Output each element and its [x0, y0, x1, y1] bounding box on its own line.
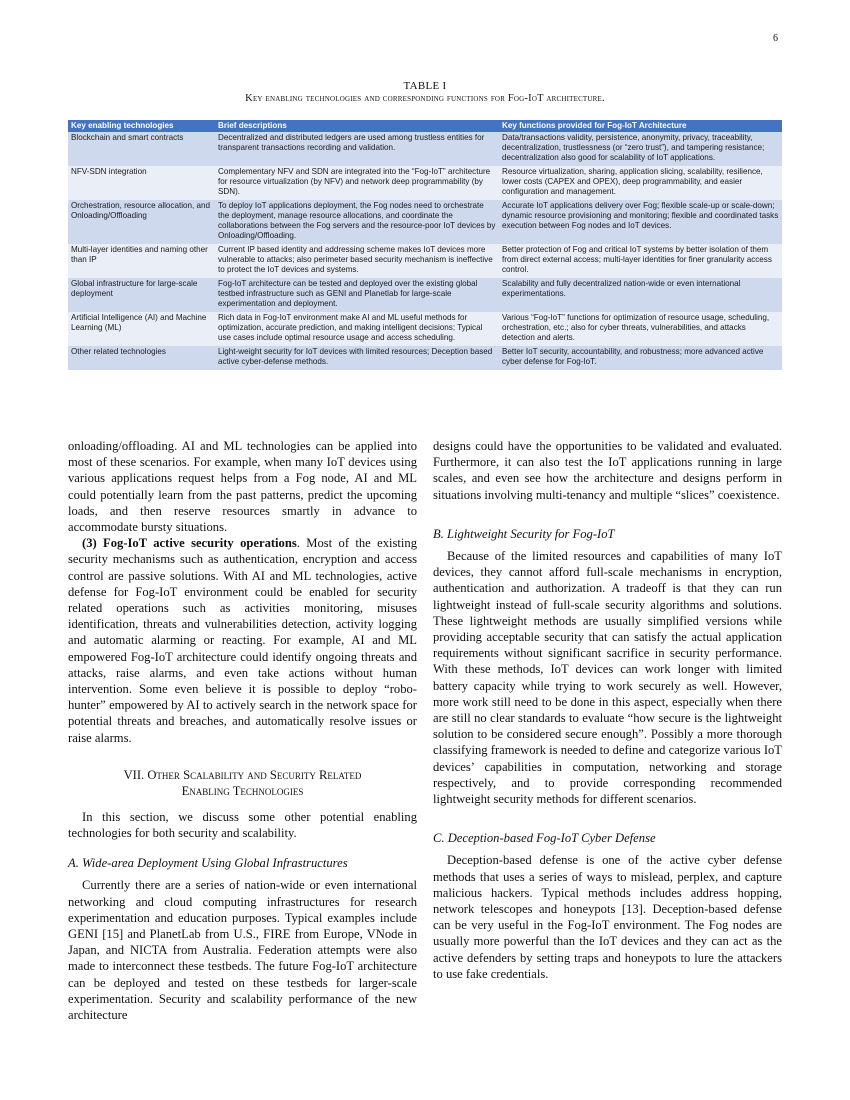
- table-cell-functions: Scalability and fully decentralized nation-wide or even international experimentations.: [499, 278, 782, 312]
- table-cell-functions: Better IoT security, accountability, and robustness; more advanced active cyber defense for Fog-IoT.: [499, 346, 782, 370]
- paragraph: designs could have the opportunities to be validated and evaluated. Furthermore, it can also test the IoT applications running in large scales, and even see how the architecture and designs perform in situations involving multi-tenancy and multiple “slices” coexistence.: [433, 439, 782, 502]
- paragraph: Currently there are a series of nation-wide or even international networking and cloud computing infrastructures for research experimentation and education purposes. Typical examples include GENI [15] and PlanetLab from U.S., FIRE from Europe, VNode in Japan, and NICTA from Australia. Federation attempts were also made to interconnect these testbeds. The future Fog-IoT architecture can be deployed and tested on these testbeds for larger-scale experimentation. Security and scalability performance of the new architecture: [68, 878, 417, 1023]
- page-number: 6: [773, 33, 778, 44]
- table-cell-technology: Other related technologies: [68, 346, 215, 370]
- table-cell-functions: Various “Fog-IoT” functions for optimization of resource usage, scheduling, orchestration, etc.; also for cyber threats, vulnerabilities, and attacks detection and alerts.: [499, 312, 782, 346]
- right-column: [433, 438, 782, 982]
- table-row: [68, 200, 782, 244]
- table-row: [68, 166, 782, 200]
- header-key-functions: Key functions provided for Fog-IoT Architecture: [499, 120, 782, 132]
- table-title: Key enabling technologies and corresponding functions for Fog-IoT architecture.: [245, 93, 605, 104]
- table-cell-description: Rich data in Fog-IoT environment make AI and ML useful methods for optimization, accurate prediction, and making intelligent decisions; Typical use cases include optimal resource usage and access scheduling.: [215, 312, 499, 346]
- section-heading-vii: [68, 767, 417, 799]
- paragraph-lead-bold: (3) Fog-IoT active security operations: [82, 536, 297, 551]
- table-row: [68, 278, 782, 312]
- table-cell-description: Decentralized and distributed ledgers are used among trustless entities for transparent transactions recording and validation.: [215, 132, 499, 166]
- table-cell-description: Fog-IoT architecture can be tested and deployed over the existing global testbed infrastructure such as GENI and Planetlab for large-scale experimentation and deployment.: [215, 278, 499, 312]
- table-cell-functions: Resource virtualization, sharing, application slicing, scalability, resilience, lower costs (CAPEX and OPEX), deep programmability, and easier configuration and management.: [499, 166, 782, 200]
- table-cell-technology: Multi-layer identities and naming other than IP: [68, 244, 215, 278]
- paragraph: Because of the limited resources and capabilities of many IoT devices, they cannot afford full-scale mechanisms in encryption, authentication and authorization. A tradeoff is that they can run lightweight instead of full-scale security algorithms and solutions. These lightweight methods are usually simplified versions while providing acceptable security that can satisfy the actual application requirements without significant sacrifice in security performance. With these methods, IoT devices can work longer with limited battery capacity while trying to work securely as well. However, more work still need to be done in this aspect, especially when there are still no clear standards to evaluate “how secure is the lightweight solution to be considered secure enough”. Possibly a more thorough classifying framework is needed to define and categorize various IoT devices’ capabilities in computation, networking and storage respectively, and to provide corresponding recommended lightweight security methods for different scenarios.: [433, 549, 782, 807]
- table-row: [68, 132, 782, 166]
- table-row: [68, 312, 782, 346]
- header-brief-descriptions: Brief descriptions: [215, 120, 499, 132]
- subsection-heading-a: A. Wide-area Deployment Using Global Infrastructures: [68, 856, 348, 871]
- table-cell-functions: Data/transactions validity, persistence, anonymity, privacy, traceability, decentralization, trustlessness (or “zero trust”), and tampering resistance; decentralization also good for scalability of IoT applications.: [499, 132, 782, 166]
- paragraph: In this section, we discuss some other potential enabling technologies for both security and scalability.: [68, 809, 417, 841]
- table-cell-description: Current IP based identity and addressing scheme makes IoT devices more vulnerable to attacks; also perimeter based security mechanism is ineffective to protect the IoT devices and systems.: [215, 244, 499, 278]
- table-cell-technology: Artificial Intelligence (AI) and Machine Learning (ML): [68, 312, 215, 346]
- table-cell-description: To deploy IoT applications deployment, the Fog nodes need to orchestrate the deployment, manage resource allocations, and coordinate the collaborations between the Fog servers and the resource-poor IoT devices by Onloading/Offloading.: [215, 200, 499, 244]
- table-caption: [68, 80, 782, 104]
- subsection-heading-b: B. Lightweight Security for Fog-IoT: [433, 526, 615, 541]
- table-cell-technology: NFV-SDN integration: [68, 166, 215, 200]
- paragraph-body: . Most of the existing security mechanisms such as authentication, encryption and access control are passive solutions. With AI and ML technologies, active defense for Fog-IoT environment could be enabled for security related operations such as activities monitoring, misuses identification, threats and vulnerabilities detection, activity logging and automatic alarming or reacting. For example, AI and ML empowered Fog-IoT architecture could identify ongoing threats and attacks, raise alarms, and even take actions without human intervention. Some even believe it is possible to deploy “robo-hunter” empowered by AI to actively search in the network space for potential threats and breaches, and automatically resolve issues or raise alarms.: [68, 536, 417, 745]
- section-heading-line: Enabling Technologies: [181, 783, 304, 798]
- table-cell-functions: Accurate IoT applications delivery over Fog; flexible scale-up or scale-down; dynamic resource provisioning and monitoring; flexible and coordinated tasks execution between Fog nodes and IoT devices.: [499, 200, 782, 244]
- table-row: [68, 244, 782, 278]
- table-cell-functions: Better protection of Fog and critical IoT systems by better isolation of them from direct external access; multi-layer identities for finer granularity access control.: [499, 244, 782, 278]
- table-label: TABLE I: [403, 80, 447, 92]
- table-cell-technology: Global infrastructure for large-scale deployment: [68, 278, 215, 312]
- table-header-row: [68, 120, 782, 132]
- table-cell-description: Light-weight security for IoT devices with limited resources; Deception based active cyber-defense methods.: [215, 346, 499, 370]
- paragraph: Deception-based defense is one of the active cyber defense methods that uses a series of ways to mislead, perplex, and capture malicious hackers. Typical methods includes address hopping, network telescopes and honeypots [13]. Deception-based defense can be very useful in the Fog-IoT environment. The Fog nodes are usually more powerful than the IoT devices and they can act as the active defenders by setting traps and honeypots to lure the attackers to use fake credentials.: [433, 853, 782, 981]
- left-column: [68, 438, 417, 1023]
- subsection-heading-c: C. Deception-based Fog-IoT Cyber Defense: [433, 831, 656, 846]
- table-row: [68, 346, 782, 370]
- paragraph-active-security: [68, 535, 417, 746]
- table-cell-description: Complementary NFV and SDN are integrated into the “Fog-IoT” architecture for resource virtualization (by NFV) and network deep programmability (by SDN).: [215, 166, 499, 200]
- header-key-technologies: Key enabling technologies: [68, 120, 215, 132]
- table-cell-technology: Blockchain and smart contracts: [68, 132, 215, 166]
- key-technologies-table: [68, 120, 782, 370]
- table-cell-technology: Orchestration, resource allocation, and Onloading/Offloading: [68, 200, 215, 244]
- paragraph: onloading/offloading. AI and ML technologies can be applied into most of these scenarios. For example, when many IoT devices using various applications request helps from a Fog node, AI and ML could potentially learn from the past patterns, predict the upcoming loads, and then reserve resources smartly in advance to accommodate bursty situations.: [68, 439, 417, 535]
- section-heading-line: VII. Other Scalability and Security Related: [123, 767, 362, 782]
